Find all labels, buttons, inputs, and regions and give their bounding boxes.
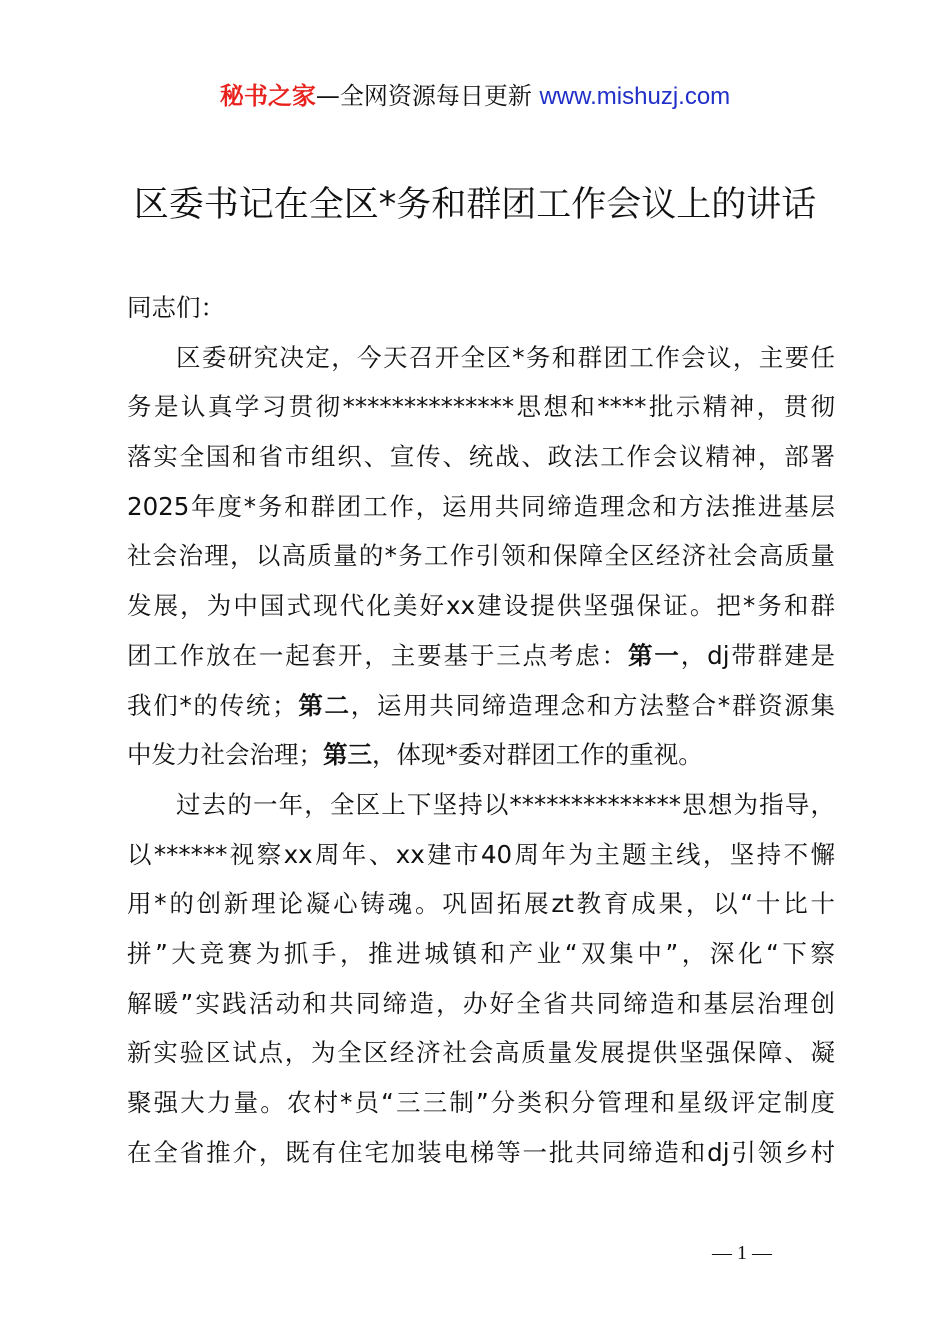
line-text: 我们*的传统；: [127, 690, 297, 720]
paragraph-line: 用*的创新理论凝心铸魂。巩固拓展zt教育成果，以“十比十: [127, 889, 835, 919]
document-title: 区委书记在全区*务和群团工作会议上的讲话: [133, 185, 817, 225]
point-label-third: 第三: [323, 740, 372, 770]
paragraph-line: 区委研究决定，今天召开全区*务和群团工作会议，主要任: [176, 342, 835, 372]
site-banner: [0, 80, 950, 113]
paragraph-line: 拼”大竞赛为抓手，推进城镇和产业“双集中”，深化“下察: [127, 938, 835, 968]
line-text: ，dj带群建是: [680, 640, 836, 670]
brand-name: 秘书之家: [219, 82, 316, 110]
paragraph-line: 社会治理，以高质量的*务工作引领和保障全区经济社会高质量: [127, 541, 835, 571]
paragraph-line: 务是认真学习贯彻**************思想和****批示精神，贯彻: [127, 392, 835, 422]
line-text: ，运用共同缔造理念和方法整合*群资源集: [350, 690, 836, 720]
site-url-link[interactable]: www.mishuzj.com: [539, 83, 731, 110]
document-body: [127, 283, 835, 1177]
paragraph-line: 发展，为中国式现代化美好xx建设提供坚强保证。把*务和群: [127, 591, 835, 621]
paragraph-line: 落实全国和省市组织、宣传、统战、政法工作会议精神，部署: [127, 442, 835, 472]
point-label-first: 第一: [628, 640, 681, 670]
line-text: ，体现*委对群团工作的重视。: [372, 740, 703, 770]
paragraph-line: 在全省推介，既有住宅加装电梯等一批共同缔造和dj引领乡村: [127, 1137, 835, 1167]
paragraph-line: 聚强大力量。农村*员“三三制”分类积分管理和星级评定制度: [127, 1088, 835, 1117]
paragraph-1: [127, 333, 835, 780]
line-text: 团工作放在一起套开，主要基于三点考虑：: [127, 640, 629, 670]
paragraph-line: [127, 730, 835, 780]
point-label-second: 第二: [296, 690, 351, 720]
paragraph-line: 解暖”实践活动和共同缔造，办好全省共同缔造和基层治理创: [127, 988, 835, 1018]
line-text: 中发力社会治理；: [127, 740, 323, 770]
banner-slogan: —全网资源每日更新: [315, 82, 540, 110]
paragraph-2: [127, 780, 835, 1178]
paragraph-line: 过去的一年，全区上下坚持以**************思想为指导，: [176, 789, 835, 819]
paragraph-line: [127, 681, 835, 731]
paragraph-line: 2025年度*务和群团工作，运用共同缔造理念和方法推进基层: [127, 491, 835, 521]
paragraph-line: 以******视察xx周年、xx建市40周年为主题主线，坚持不懈: [127, 839, 835, 869]
salutation: 同志们：: [127, 293, 225, 322]
paragraph-line: 新实验区试点，为全区经济社会高质量发展提供坚强保障、凝: [127, 1038, 835, 1068]
paragraph-line: [127, 631, 835, 681]
page-number: — 1 —: [712, 1242, 772, 1264]
